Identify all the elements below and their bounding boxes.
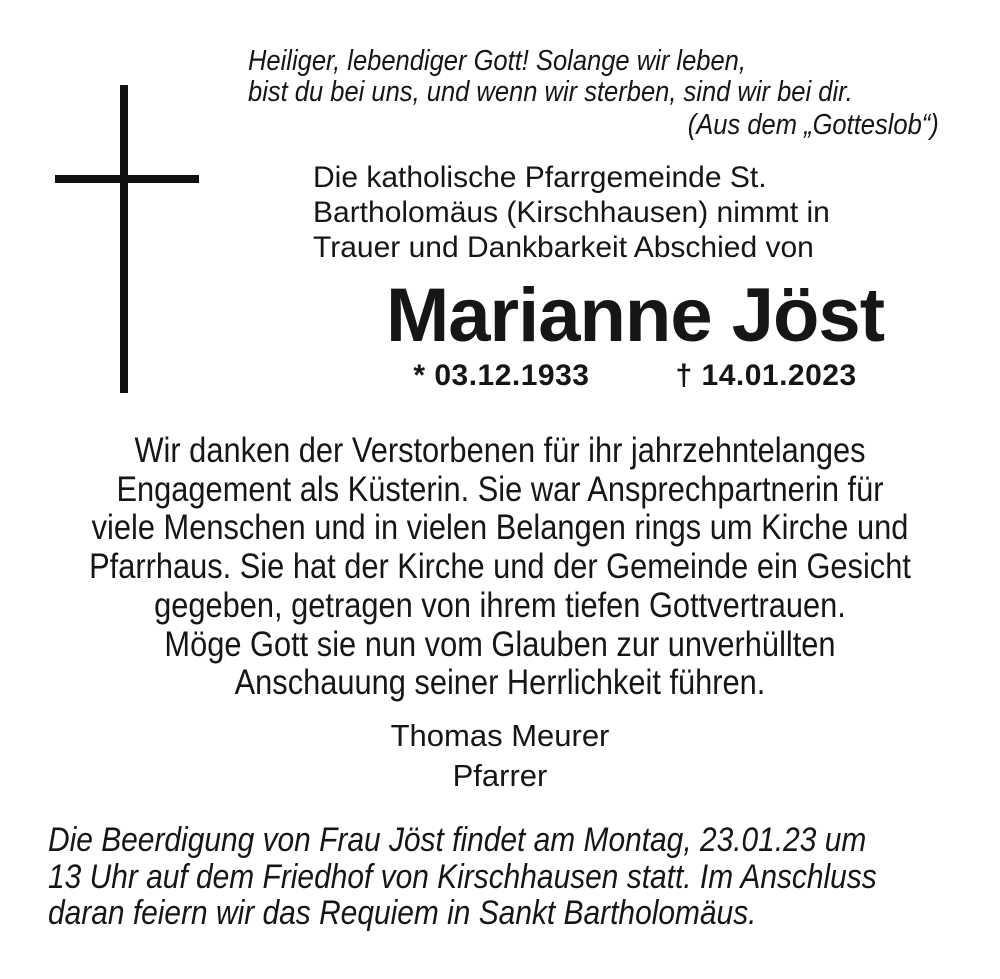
- tribute-line: viele Menschen und in vielen Belangen rings um Kirche und: [91, 508, 909, 548]
- announcement-line: Die katholische Pfarrgemeinde St.: [313, 161, 767, 194]
- quote-line: Heiliger, lebendiger Gott! Solange wir leben,: [248, 45, 746, 77]
- tribute-line: Möge Gott sie nun vom Glauben zur unverhüllten: [164, 624, 836, 664]
- birth-date: * 03.12.1933: [413, 359, 590, 392]
- signatory-title: Pfarrer: [452, 758, 548, 793]
- tribute-line: gegeben, getragen von ihrem tiefen Gottvertrauen.: [154, 585, 846, 625]
- funeral-notice-line: Die Beerdigung von Frau Jöst findet am Montag, 23.01.23 um: [48, 821, 867, 859]
- funeral-notice: [48, 822, 877, 932]
- quote-attribution: (Aus dem „Gotteslob“): [687, 109, 939, 141]
- announcement-line: Bartholomäus (Kirschhausen) nimmt in: [313, 196, 830, 229]
- opening-quote: [248, 46, 939, 141]
- signatory-name: Thomas Meurer: [390, 718, 610, 753]
- deceased-name: Marianne Jöst: [385, 273, 885, 358]
- funeral-notice-line: daran feiern wir das Requiem in Sankt Bartholomäus.: [48, 894, 757, 932]
- tribute-line: Pfarrhaus. Sie hat der Kirche und der Gemeinde ein Gesicht: [89, 547, 911, 587]
- tribute-line: Wir danken der Verstorbenen für ihr jahrzehntelanges: [134, 431, 866, 470]
- death-date: † 14.01.2023: [675, 359, 857, 392]
- cross-horizontal-bar: [55, 175, 199, 183]
- tribute-line: Anschauung seiner Herrlichkeit führen.: [234, 663, 766, 703]
- life-dates: [320, 360, 950, 392]
- funeral-notice-line: 13 Uhr auf dem Friedhof von Kirschhausen statt. Im Anschluss: [48, 857, 877, 896]
- cross-vertical-bar: [120, 85, 128, 393]
- tribute-line: Engagement als Küsterin. Sie war Ansprechpartnerin für: [116, 469, 884, 509]
- signature-block: [0, 716, 1000, 796]
- announcement-text: [313, 160, 830, 265]
- quote-line: bist du bei uns, und wenn wir sterben, sind wir bei dir.: [248, 76, 853, 108]
- announcement-line: Trauer und Dankbarkeit Abschied von: [313, 231, 814, 264]
- tribute-text: [60, 432, 940, 703]
